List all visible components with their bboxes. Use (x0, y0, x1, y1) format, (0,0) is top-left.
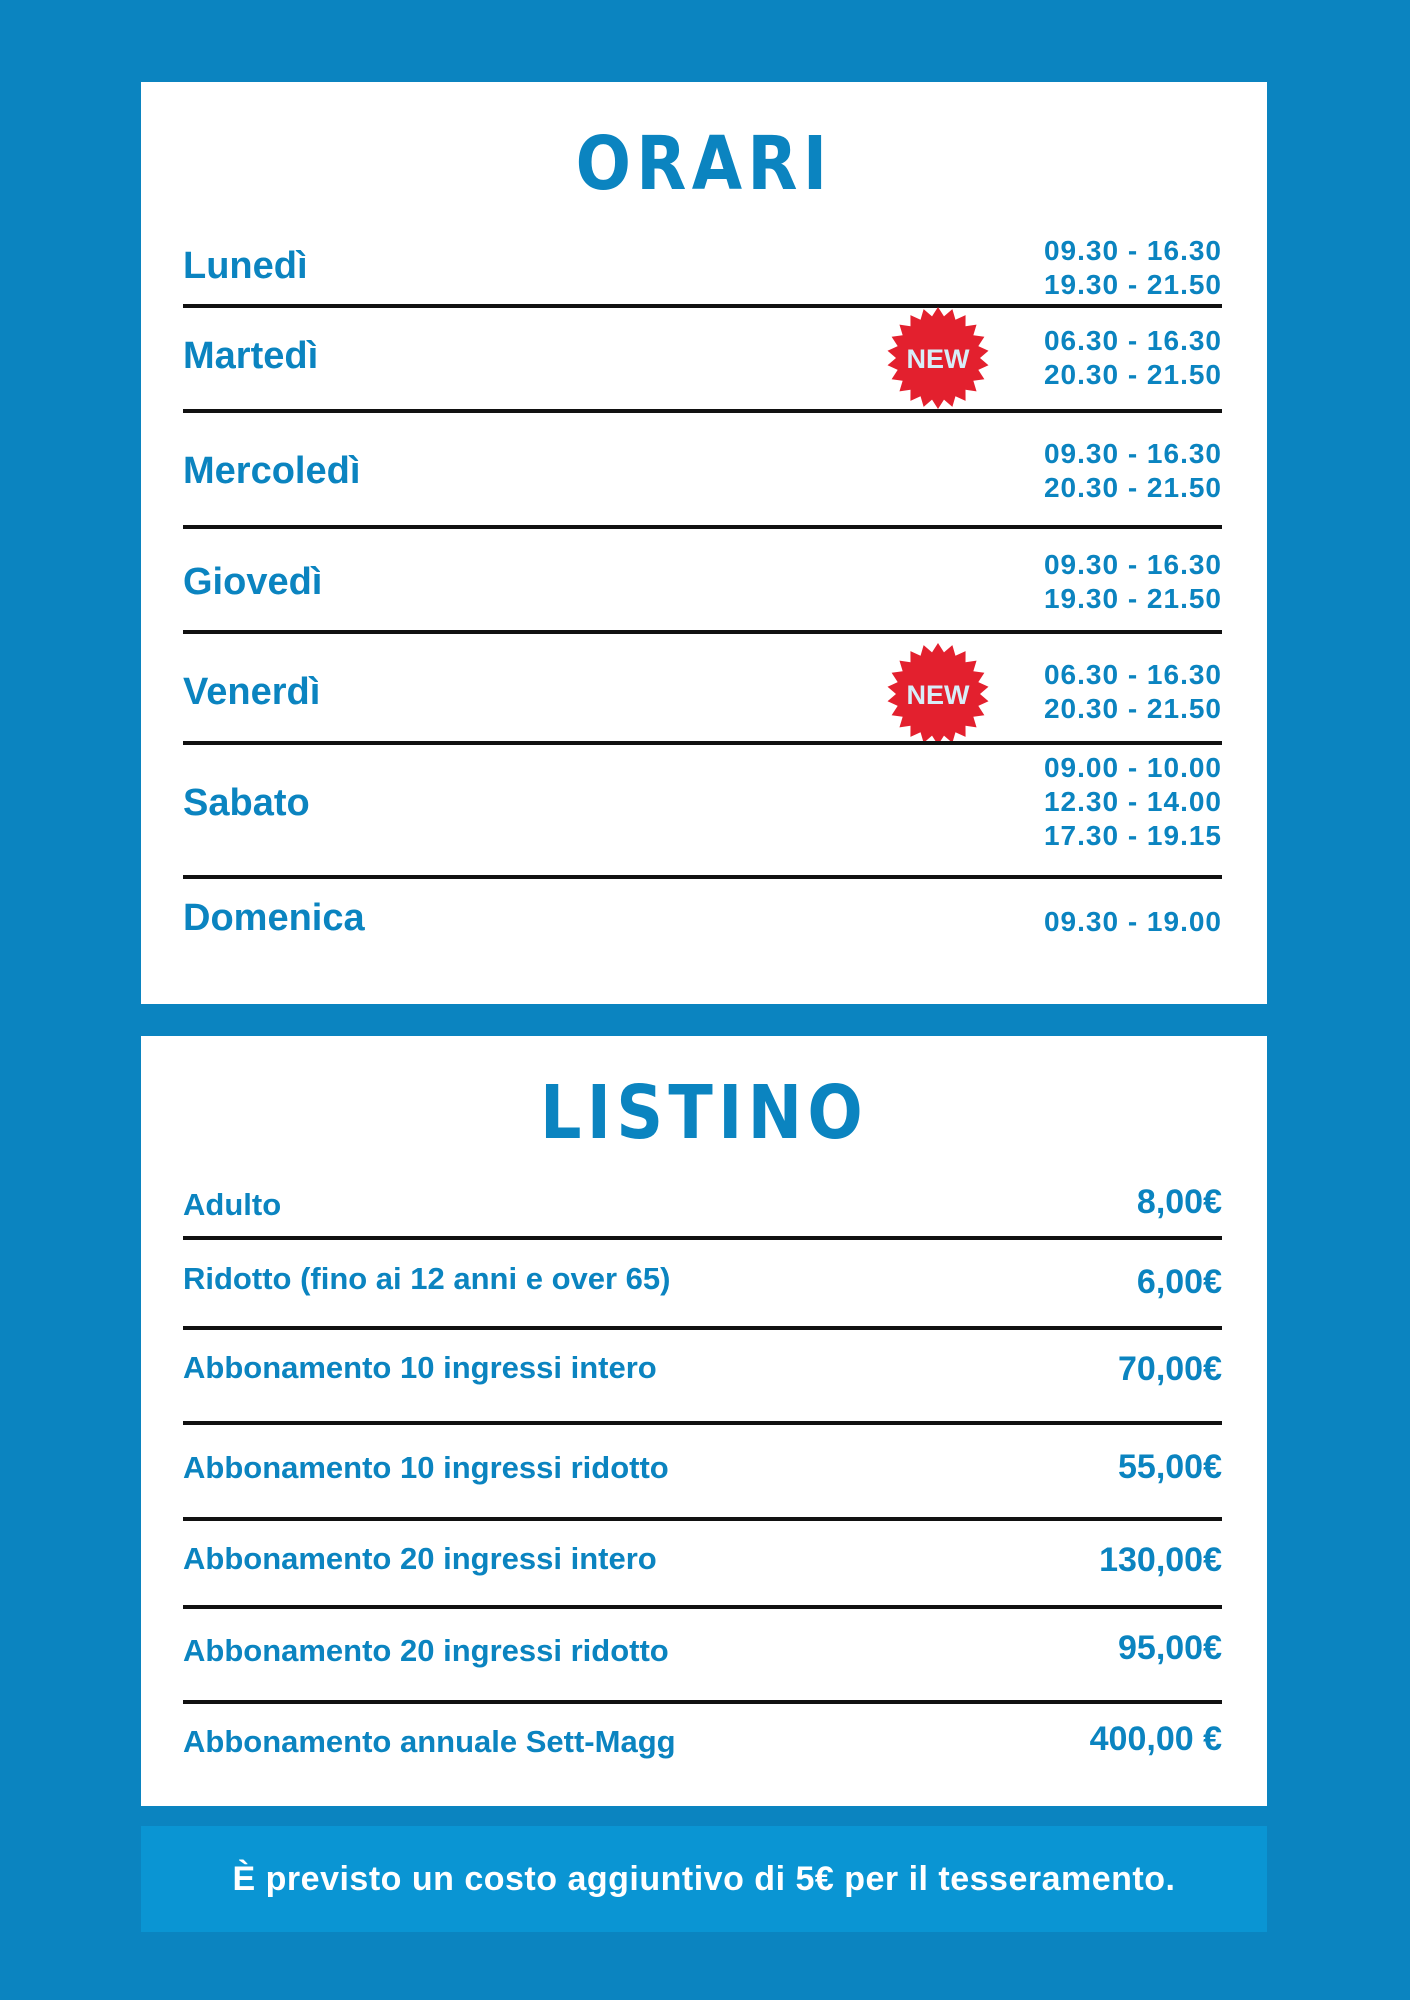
time-slot: 06.30 - 16.30 (1043, 325, 1222, 356)
schedule-row-sabato (183, 751, 1222, 851)
price-row (183, 1350, 1222, 1390)
row-divider (183, 1421, 1222, 1425)
time-slot: 09.30 - 16.30 (1043, 438, 1222, 469)
row-divider (183, 1700, 1222, 1704)
day-label: Mercoledì (183, 450, 361, 492)
price-value: 400,00 € (1089, 1720, 1222, 1758)
time-slot: 19.30 - 21.50 (1043, 583, 1222, 614)
time-slot: 09.00 - 10.00 (1043, 752, 1222, 783)
time-slot: 09.30 - 16.30 (1043, 235, 1222, 266)
time-slot: 09.30 - 16.30 (1043, 549, 1222, 580)
time-slot: 12.30 - 14.00 (1043, 786, 1222, 817)
schedule-row-giovedi (183, 548, 1222, 614)
new-badge (886, 306, 990, 410)
membership-note: È previsto un costo aggiuntivo di 5€ per il tesseramento. (232, 1860, 1176, 1898)
schedule-row-lunedi (183, 234, 1222, 300)
price-item-label: Abbonamento annuale Sett-Magg (183, 1724, 676, 1759)
time-slots (1044, 548, 1222, 616)
time-slot: 06.30 - 16.30 (1043, 659, 1222, 690)
price-item-label: Abbonamento 10 ingressi ridotto (183, 1450, 669, 1485)
new-badge-label: NEW (906, 680, 970, 710)
time-slot: 20.30 - 21.50 (1043, 693, 1222, 724)
price-item-label: Ridotto (fino ai 12 anni e over 65) (183, 1261, 671, 1296)
schedule-row-mercoledi (183, 437, 1222, 503)
new-badge-label: NEW (906, 344, 970, 374)
price-row (183, 1261, 1222, 1301)
row-divider (183, 409, 1222, 413)
row-divider (183, 875, 1222, 879)
price-row (183, 1448, 1222, 1488)
day-label: Lunedì (183, 245, 308, 287)
price-row (183, 1541, 1222, 1581)
price-value: 70,00€ (1118, 1350, 1222, 1388)
schedule-row-martedi (183, 324, 1222, 390)
schedule-row-venerdi (183, 658, 1222, 724)
day-label: Venerdì (183, 671, 321, 713)
price-value: 55,00€ (1118, 1448, 1222, 1486)
price-value: 6,00€ (1136, 1263, 1222, 1301)
day-label: Martedì (183, 335, 319, 377)
row-divider (183, 741, 1222, 745)
day-label: Giovedì (183, 561, 323, 603)
membership-note-bar (141, 1826, 1267, 1932)
time-slots (1044, 234, 1222, 302)
row-divider (183, 1326, 1222, 1330)
listino-title: LISTINO (539, 1070, 869, 1156)
row-divider (183, 1236, 1222, 1240)
row-divider (183, 1517, 1222, 1521)
price-item-label: Abbonamento 20 ingressi ridotto (183, 1633, 669, 1668)
time-slots (1044, 324, 1222, 392)
price-item-label: Abbonamento 20 ingressi intero (183, 1541, 657, 1576)
price-row (183, 1183, 1222, 1223)
row-divider (183, 525, 1222, 529)
listino-panel (141, 1036, 1267, 1806)
time-slot: 20.30 - 21.50 (1043, 472, 1222, 503)
starburst-icon (886, 306, 990, 410)
orari-title: ORARI (575, 121, 833, 207)
price-value: 130,00€ (1099, 1541, 1222, 1579)
starburst-icon (886, 642, 990, 746)
time-slots (1044, 751, 1222, 853)
time-slots (1044, 905, 1222, 939)
price-row (183, 1720, 1222, 1760)
time-slot: 17.30 - 19.15 (1043, 820, 1222, 851)
time-slots (1044, 658, 1222, 726)
schedule-row-domenica (183, 898, 1222, 958)
day-label: Sabato (183, 782, 310, 824)
price-row (183, 1629, 1222, 1669)
time-slot: 20.30 - 21.50 (1043, 359, 1222, 390)
time-slots (1044, 437, 1222, 505)
price-item-label: Abbonamento 10 ingressi intero (183, 1350, 657, 1385)
time-slot: 19.30 - 21.50 (1043, 269, 1222, 300)
row-divider (183, 1605, 1222, 1609)
new-badge (886, 642, 990, 746)
price-value: 8,00€ (1136, 1183, 1222, 1221)
row-divider (183, 630, 1222, 634)
row-divider (183, 304, 1222, 308)
price-value: 95,00€ (1118, 1629, 1222, 1667)
price-item-label: Adulto (183, 1187, 282, 1222)
day-label: Domenica (183, 897, 365, 939)
orari-panel (141, 82, 1267, 1004)
time-slot: 09.30 - 19.00 (1043, 906, 1222, 937)
